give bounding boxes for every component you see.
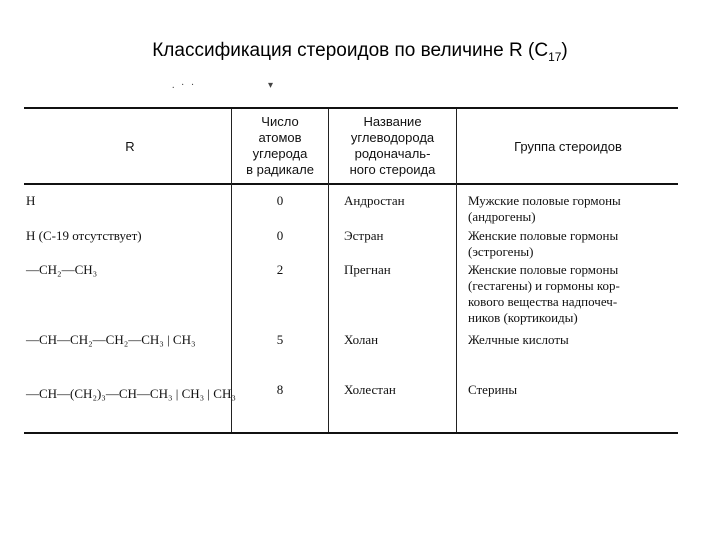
header-name-line: углеводорода <box>350 130 435 145</box>
row2-r: Н (С-19 отсутствует) <box>26 228 142 243</box>
row1-atoms: 0 <box>276 193 284 208</box>
row4-group <box>468 332 678 348</box>
slide-title <box>0 40 720 64</box>
header-atoms-line: Число <box>261 114 299 129</box>
row1-group <box>468 193 678 225</box>
row4-atoms: 5 <box>276 332 284 347</box>
header-atoms-line: в радикале <box>246 162 314 177</box>
row3-group-line: Женские половые гормоны <box>468 262 619 277</box>
row4-r-formula: —CH—CH₂—CH₂—CH₃ | CH₃ <box>26 332 196 347</box>
row1-group-line: (андрогены) <box>468 209 536 224</box>
row5-atoms: 8 <box>276 382 284 397</box>
header-name-line: ного стероида <box>349 162 436 177</box>
row1-name: Андростан <box>344 193 405 208</box>
title-text: Классификация стероидов по величине R (С <box>152 40 549 61</box>
header-r: R <box>125 139 135 154</box>
table-top-rule <box>24 107 678 109</box>
header-atoms-line: атомов <box>258 130 302 145</box>
row3-group-line: (гестагены) и гормоны кор- <box>468 278 620 293</box>
row5-name: Холестан <box>344 382 396 397</box>
row5-group <box>468 382 678 398</box>
row2-group-line: Женские половые гормоны <box>468 228 619 243</box>
header-name-line: Название <box>363 114 422 129</box>
title-close: ) <box>561 40 568 61</box>
row1-group-line: Мужские половые гормоны <box>468 193 621 208</box>
header-name <box>329 114 456 178</box>
table-header-rule <box>24 183 678 185</box>
row1-r: Н <box>26 193 36 208</box>
row5-r-formula: —CH—(CH₂)₃—CH—CH₃ | CH₃ | CH₃ <box>26 386 236 401</box>
row3-atoms: 2 <box>276 262 284 277</box>
row2-atoms: 0 <box>276 228 284 243</box>
row4-name: Холан <box>344 332 379 347</box>
row3-group-line: кового вещества надпочеч- <box>468 294 618 309</box>
row3-group-line: ников (кортикоиды) <box>468 310 578 325</box>
column-divider-3 <box>456 109 457 432</box>
row2-group <box>468 228 678 260</box>
row2-group-line: (эстрогены) <box>468 244 534 259</box>
row3-group <box>468 262 678 326</box>
header-atoms <box>232 114 328 178</box>
row3-name: Прегнан <box>344 262 391 277</box>
header-name-line: родоначаль- <box>354 146 431 161</box>
row5-group-line: Стерины <box>468 382 518 397</box>
scan-marks-left: . · · <box>172 80 197 91</box>
row2-name: Эстран <box>344 228 384 243</box>
scan-marks-right: ▾ <box>268 80 274 91</box>
row4-group-line: Желчные кислоты <box>468 332 569 347</box>
row3-r-formula: —CH₂—CH₃ <box>26 262 98 277</box>
table-bottom-rule <box>24 432 678 434</box>
header-atoms-line: углерода <box>252 146 308 161</box>
title-subscript: 17 <box>548 49 562 64</box>
header-group: Группа стероидов <box>514 139 622 154</box>
